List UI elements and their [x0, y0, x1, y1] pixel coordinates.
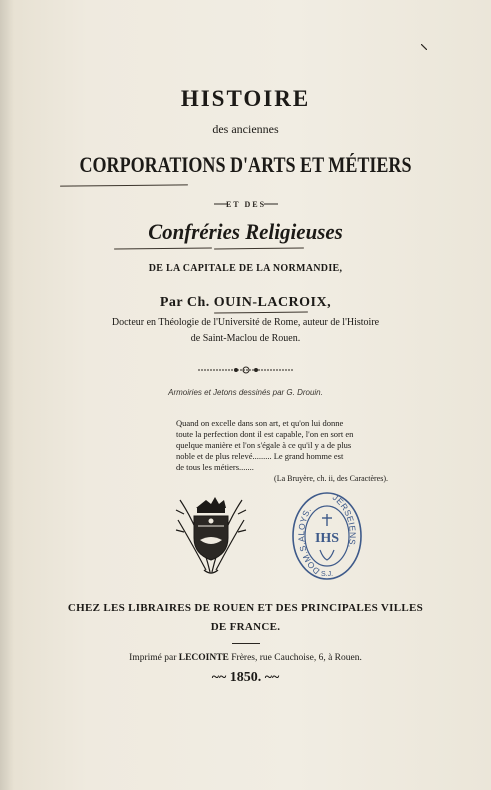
author-title-1: Docteur en Théologie de l'Université de Rome, auteur de l'Histoire: [111, 317, 380, 328]
title-et-des: [0, 199, 491, 211]
epigraph-line: quelque manière et l'on s'égale à ce qu'il y a de plus: [176, 440, 352, 450]
illustration-credit: Armoiries et Jetons dessinés par G. Drouin.: [168, 388, 323, 397]
printer-rest: Frères, rue Cauchoise, 6, à Rouen.: [231, 653, 362, 663]
epigraph-line: toute la perfection dont il est capable, l'on en sort en: [176, 429, 354, 439]
title-sub: des anciennes: [212, 122, 279, 136]
printer-name: LECOINTE: [178, 653, 229, 663]
printer-line: [0, 653, 491, 663]
handwritten-underline: [214, 248, 304, 250]
ornament-rule-icon: [198, 365, 294, 375]
handwritten-underline: [214, 312, 308, 314]
epigraph: [176, 418, 388, 484]
epigraph-line: de tous les métiers.......: [176, 462, 254, 472]
printer-prefix: Imprimé par: [129, 653, 177, 663]
ornament-divider: [0, 362, 491, 380]
library-stamp: [290, 490, 364, 586]
epigraph-line: Quand on excelle dans son art, et qu'on lui donne: [176, 418, 344, 428]
handwritten-underline: [60, 184, 188, 187]
stamp-text-bottom: S.J.: [320, 571, 334, 578]
handwritten-underline: [114, 247, 212, 249]
author-title-2: de Saint-Maclou de Rouen.: [190, 333, 301, 344]
coat-of-arms-icon: [170, 490, 252, 582]
title-main: HISTOIRE: [180, 86, 311, 111]
epigraph-attribution: (La Bruyère, ch. ii, des Caractères).: [274, 474, 388, 483]
title-confreries: Confréries Religieuses: [148, 219, 343, 244]
et-des-text: ET DES: [225, 200, 266, 209]
title-capitale: DE LA CAPITALE DE LA NORMANDIE,: [148, 263, 343, 274]
stamp-text-left: DOM.S.ALOYS.: [296, 505, 322, 577]
et-des-ornament: [214, 199, 278, 209]
publisher-line-2: DE FRANCE.: [210, 621, 281, 633]
author-line: [0, 295, 491, 311]
epigraph-line: noble et de plus relevé......... Le grand homme est: [176, 451, 344, 461]
stamp-monogram: IHS: [314, 531, 340, 546]
corner-mark: [421, 37, 427, 43]
year-text: 1850.: [229, 670, 262, 685]
author-name: OUIN-LACROIX,: [213, 295, 332, 310]
stamp-text-right: JERSEIENS.: [330, 492, 358, 550]
separator-rule: [232, 643, 260, 644]
publication-year: [0, 670, 491, 686]
ornament-right-icon: ~~: [264, 670, 280, 685]
ornament-left-icon: ~~: [211, 670, 227, 685]
title-corporations: CORPORATIONS D'ARTS ET MÉTIERS: [79, 152, 412, 177]
author-par: Par Ch.: [159, 295, 210, 310]
publisher-line-1: CHEZ LES LIBRAIRES DE ROUEN ET DES PRINCIPALES VILLES: [67, 602, 424, 614]
